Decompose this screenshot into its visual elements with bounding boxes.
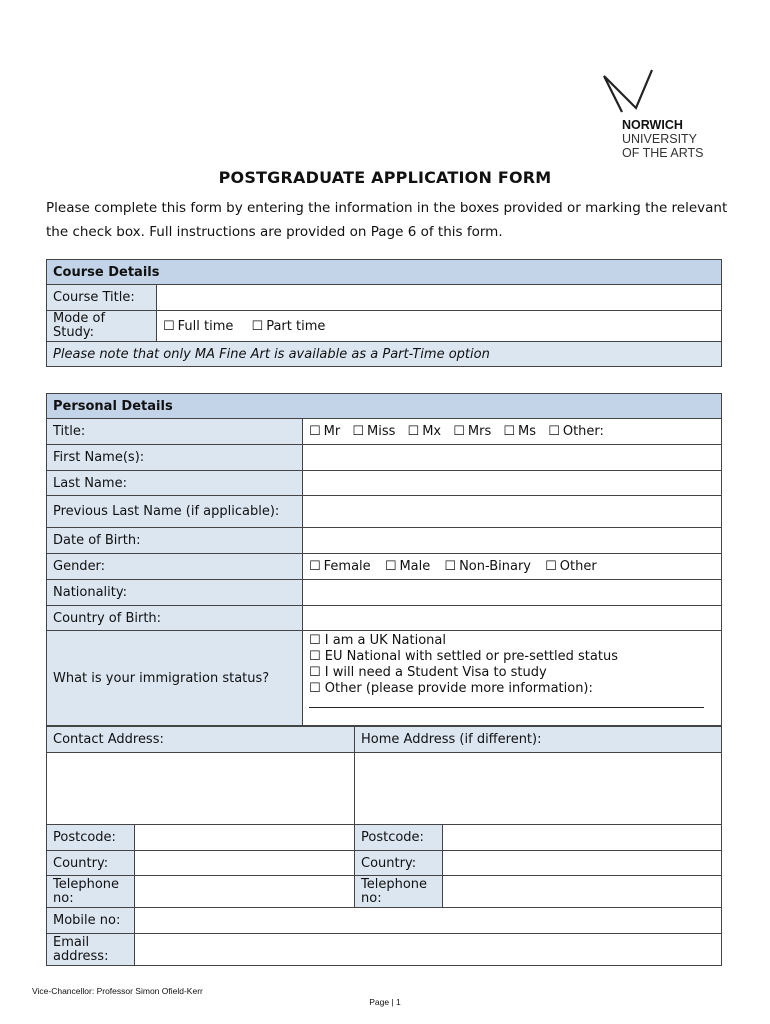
gender-female-option[interactable] <box>309 559 371 574</box>
immigration-student-visa-option[interactable] <box>309 665 715 681</box>
last-name-label: Last Name: <box>47 471 303 496</box>
contact-country-field[interactable] <box>135 851 355 876</box>
logo-n-mark-icon <box>600 68 660 118</box>
course-title-label: Course Title: <box>47 285 157 311</box>
checkbox-icon[interactable]: ☐ <box>352 424 365 439</box>
first-name-label: First Name(s): <box>47 445 303 471</box>
footer-vice-chancellor: Vice-Chancellor: Professor Simon Ofield-Kerr <box>32 986 203 996</box>
contact-country-label: Country: <box>47 851 135 876</box>
checkbox-icon[interactable]: ☐ <box>309 665 321 680</box>
gender-other-option[interactable] <box>545 559 597 574</box>
checkbox-icon[interactable]: ☐ <box>309 649 321 664</box>
option-label: Other (please provide more information): <box>324 681 593 696</box>
course-title-field[interactable] <box>157 285 722 311</box>
option-label: Ms <box>518 424 537 439</box>
option-label: Full time <box>177 318 234 334</box>
home-postcode-label: Postcode: <box>355 825 443 851</box>
mobile-label: Mobile no: <box>47 908 135 934</box>
checkbox-icon[interactable]: ☐ <box>444 559 457 574</box>
title-mr-option[interactable] <box>309 424 340 439</box>
title-mrs-option[interactable] <box>453 424 491 439</box>
checkbox-icon[interactable]: ☐ <box>309 633 321 648</box>
university-logo <box>600 68 720 168</box>
contact-telephone-label: Telephone no: <box>47 876 135 908</box>
option-label: Mx <box>422 424 442 439</box>
option-label: Male <box>399 559 431 574</box>
home-address-field[interactable] <box>355 753 722 825</box>
date-of-birth-label: Date of Birth: <box>47 528 303 554</box>
previous-last-name-field[interactable] <box>303 496 722 528</box>
logo-line-1: NORWICH <box>622 118 683 132</box>
contact-postcode-field[interactable] <box>135 825 355 851</box>
home-postcode-field[interactable] <box>443 825 722 851</box>
checkbox-icon[interactable]: ☐ <box>407 424 420 439</box>
title-ms-option[interactable] <box>503 424 536 439</box>
personal-details-table <box>46 393 722 726</box>
checkbox-icon[interactable]: ☐ <box>309 424 321 439</box>
title-miss-option[interactable] <box>352 424 395 439</box>
immigration-other-option[interactable] <box>309 681 715 697</box>
option-label: I am a UK National <box>324 633 446 648</box>
checkbox-icon[interactable]: ☐ <box>503 424 516 439</box>
course-details-table <box>46 259 722 367</box>
date-of-birth-field[interactable] <box>303 528 722 554</box>
immigration-status-options <box>303 631 722 726</box>
immigration-eu-settled-option[interactable] <box>309 649 715 665</box>
home-address-label: Home Address (if different): <box>355 727 722 753</box>
title-mx-option[interactable] <box>408 424 442 439</box>
checkbox-icon[interactable]: ☐ <box>548 424 560 439</box>
mobile-field[interactable] <box>135 908 722 934</box>
checkbox-icon[interactable]: ☐ <box>309 681 321 696</box>
nationality-label: Nationality: <box>47 580 303 606</box>
personal-details-header: Personal Details <box>47 394 722 419</box>
contact-address-field[interactable] <box>47 753 355 825</box>
title-label: Title: <box>47 419 303 445</box>
gender-options <box>303 554 722 580</box>
country-of-birth-label: Country of Birth: <box>47 606 303 631</box>
first-name-field[interactable] <box>303 445 722 471</box>
contact-telephone-field[interactable] <box>135 876 355 908</box>
gender-non-binary-option[interactable] <box>444 559 531 574</box>
logo-line-2: UNIVERSITY <box>622 132 698 146</box>
option-label: EU National with settled or pre-settled status <box>324 649 618 664</box>
checkbox-icon[interactable]: ☐ <box>309 559 321 574</box>
mode-of-study-options <box>157 311 722 342</box>
logo-text <box>622 118 704 160</box>
course-details-header: Course Details <box>47 260 722 285</box>
address-table <box>46 726 722 966</box>
option-label: Female <box>323 559 371 574</box>
form-title: POSTGRADUATE APPLICATION FORM <box>218 168 552 187</box>
title-other-option[interactable] <box>548 424 604 439</box>
mode-part-time-option[interactable] <box>252 319 326 334</box>
checkbox-icon[interactable]: ☐ <box>453 424 465 439</box>
form-intro: Please complete this form by entering the information in the boxes provided or marking the relevant the check box. Full instructions are provided on Page 6 of this form. <box>46 200 728 240</box>
title-options <box>303 419 722 445</box>
part-time-note: Please note that only MA Fine Art is available as a Part-Time option <box>47 342 722 367</box>
option-label: I will need a Student Visa to study <box>324 665 547 680</box>
immigration-uk-national-option[interactable] <box>309 633 715 649</box>
contact-address-label: Contact Address: <box>47 727 355 753</box>
email-label: Email address: <box>47 934 135 966</box>
home-country-field[interactable] <box>443 851 722 876</box>
checkbox-icon[interactable]: ☐ <box>251 318 264 334</box>
logo-line-3: OF THE ARTS <box>622 146 704 160</box>
immigration-other-info-line[interactable] <box>309 707 704 708</box>
mode-of-study-label: Mode of Study: <box>47 311 157 342</box>
mode-full-time-option[interactable] <box>163 319 233 334</box>
contact-postcode-label: Postcode: <box>47 825 135 851</box>
footer-page-number: Page | 1 <box>369 997 401 1007</box>
option-label: Mrs <box>467 424 492 439</box>
home-telephone-label: Telephone no: <box>355 876 443 908</box>
gender-label: Gender: <box>47 554 303 580</box>
last-name-field[interactable] <box>303 471 722 496</box>
home-country-label: Country: <box>355 851 443 876</box>
checkbox-icon[interactable]: ☐ <box>545 559 557 574</box>
home-telephone-field[interactable] <box>443 876 722 908</box>
option-label: Other <box>559 559 597 574</box>
checkbox-icon[interactable]: ☐ <box>163 318 175 334</box>
email-field[interactable] <box>135 934 722 966</box>
option-label: Miss <box>367 424 396 439</box>
immigration-status-label: What is your immigration status? <box>47 631 303 726</box>
option-label: Other: <box>562 424 604 439</box>
option-label: Part time <box>266 318 326 334</box>
option-label: Mr <box>323 424 341 439</box>
nationality-field[interactable] <box>303 580 722 606</box>
option-label: Non-Binary <box>459 559 531 574</box>
gender-male-option[interactable] <box>385 559 430 574</box>
previous-last-name-label: Previous Last Name (if applicable): <box>47 496 303 528</box>
checkbox-icon[interactable]: ☐ <box>384 559 397 574</box>
country-of-birth-field[interactable] <box>303 606 722 631</box>
